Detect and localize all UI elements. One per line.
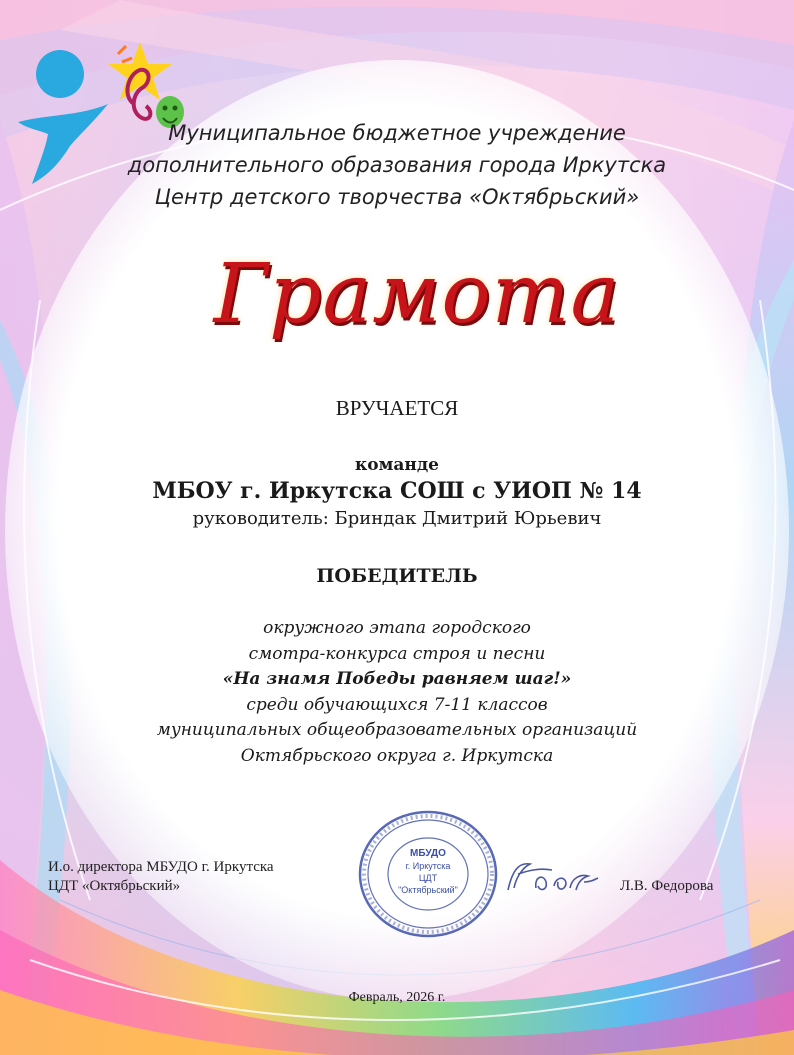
description-line-3: «На знамя Победы равняем шаг!» [222, 669, 572, 689]
signatory-name: Л.В. Федорова [620, 878, 714, 894]
recipient-name: МБОУ г. Иркутска СОШ с УИОП № 14 [152, 478, 642, 504]
awarded-label: ВРУЧАЕТСЯ [335, 396, 459, 420]
signatory-position-line-2: ЦДТ «Октябрьский» [48, 878, 181, 894]
organization-line-2: дополнительного образования города Иркутска [127, 153, 667, 177]
issue-date: Февраль, 2026 г. [348, 990, 446, 1005]
description-line-1: окружного этапа городского [263, 618, 531, 638]
stamp-text-1: МБУДО [410, 848, 446, 859]
handwritten-signature [500, 852, 600, 902]
recipient-leader: руководитель: Бриндак Дмитрий Юрьевич [192, 508, 602, 529]
organization-line-1: Муниципальное бюджетное учреждение [168, 121, 626, 145]
description-line-4: среди обучающихся 7-11 классов [246, 695, 548, 715]
signatory-position-line-1: И.о. директора МБУДО г. Иркутска [48, 859, 274, 875]
description-line-2: смотра-конкурса строя и песни [248, 644, 546, 664]
logo-blue-circle [36, 50, 84, 98]
stamp-text-3: ЦДТ [418, 873, 438, 883]
certificate-title: Грамота [213, 247, 621, 342]
official-stamp [356, 808, 500, 940]
award-title: ПОБЕДИТЕЛЬ [316, 565, 478, 587]
description-line-6: Октябрьского округа г. Иркутска [240, 746, 554, 766]
stamp-text-4: "Октябрьский" [398, 885, 458, 895]
organization-line-3: Центр детского творчества «Октябрьский» [154, 185, 640, 209]
recipient-prefix: команде [355, 455, 439, 475]
stamp-text-2: г. Иркутска [405, 861, 451, 871]
description-line-5: муниципальных общеобразовательных организаций [156, 720, 638, 740]
